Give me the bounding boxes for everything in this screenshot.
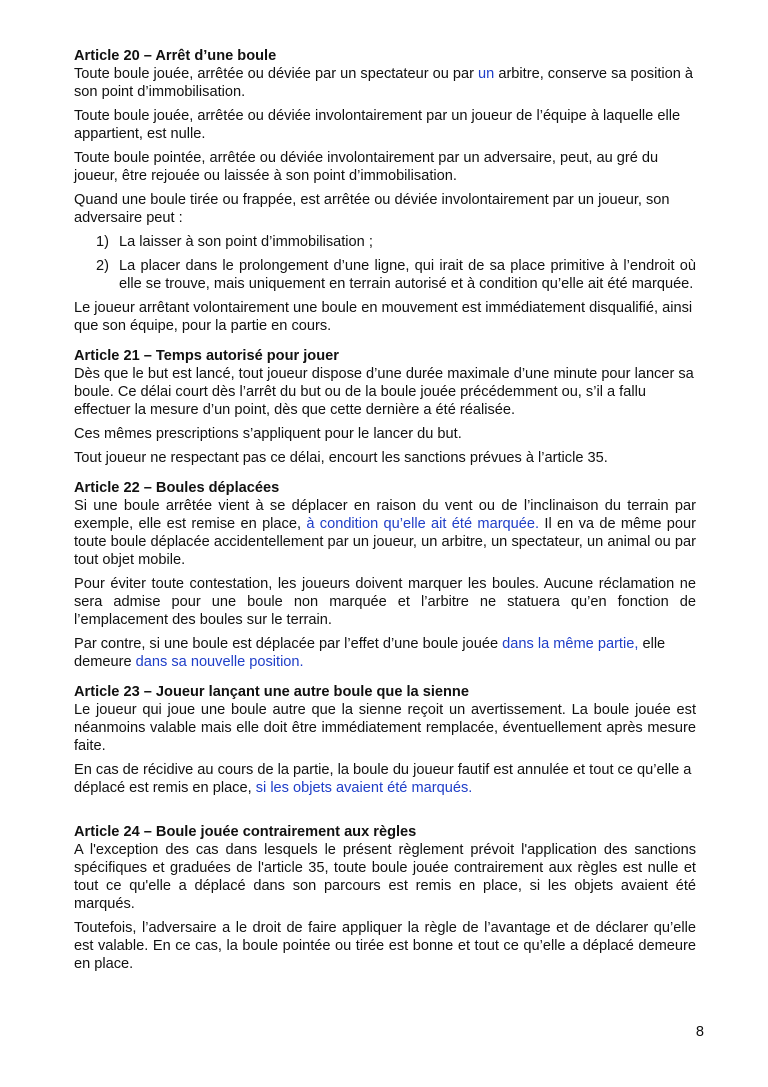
article-title: Article 23 – Joueur lançant une autre boule que la sienne (74, 684, 469, 700)
text: arbitre, conserve sa position à son point d’immobilisation. (74, 66, 694, 100)
article-23 (74, 683, 696, 797)
text: elle demeure (74, 636, 666, 670)
numbered-list (74, 233, 696, 293)
list-number: 2) (96, 258, 109, 274)
article-21 (74, 347, 696, 467)
spacer (74, 809, 696, 823)
paragraph: Le joueur arrêtant volontairement une boule en mouvement est immédiatement disqualifié, ainsi que son équipe, pour la partie en cours. (74, 300, 693, 334)
text: En cas de récidive au cours de la partie, la boule du joueur fautif est annulée et tout ce qu’elle a déplacé est remis en place, (74, 762, 692, 796)
paragraph: Quand une boule tirée ou frappée, est arrêtée ou déviée involontairement par un joueur, son adversaire peut : (74, 192, 670, 226)
text: Si une boule arrêtée vient à se déplacer en raison du vent ou de l’inclinaison du terrain par exemple, elle est remise en place, (74, 498, 696, 532)
list-number: 1) (96, 234, 109, 250)
paragraph (74, 497, 696, 569)
paragraph (74, 65, 696, 101)
text: Toute boule jouée, arrêtée ou déviée par un spectateur ou par (74, 66, 479, 82)
article-title: Article 21 – Temps autorisé pour jouer (74, 348, 339, 364)
paragraph: A l'exception des cas dans lesquels le présent règlement prévoit l'application des sanctions spécifiques et graduées de l'article 35, toute boule jouée contrairement aux règles est nulle et tout ce qu'elle a déplacé dans son parcours est remis en place, si les objets avaient été marqués. (74, 842, 696, 912)
text: Il en va de même pour toute boule déplacée accidentellement par un joueur, un arbitre, un spectateur, un animal ou par tout objet mobile. (74, 516, 696, 568)
highlighted-text: un (478, 66, 495, 82)
paragraph: Tout joueur ne respectant pas ce délai, encourt les sanctions prévues à l’article 35. (74, 450, 608, 466)
page-number: 8 (695, 1024, 704, 1040)
paragraph (74, 761, 696, 797)
article-24 (74, 823, 696, 973)
list-item (96, 257, 696, 293)
article-title: Article 24 – Boule jouée contrairement aux règles (74, 824, 417, 840)
list-item (96, 233, 696, 251)
list-item-text: La laisser à son point d’immobilisation ; (119, 234, 373, 250)
article-title: Article 22 – Boules déplacées (74, 480, 280, 496)
paragraph: Toute boule pointée, arrêtée ou déviée involontairement par un adversaire, peut, au gré du joueur, être rejouée ou laissée à son point d’immobilisation. (74, 150, 659, 184)
highlighted-text: dans la même partie, (502, 636, 639, 652)
paragraph: Dès que le but est lancé, tout joueur dispose d’une durée maximale d’une minute pour lancer sa boule. Ce délai court dès l’arrêt du but ou de la boule jouée précédemment ou, s’il a fallu effectuer la mesure d’un point, dès que cette dernière a été réalisée. (74, 366, 694, 418)
article-22 (74, 479, 696, 671)
paragraph: Le joueur qui joue une boule autre que la sienne reçoit un avertissement. La boule jouée est néanmoins valable mais elle doit être immédiatement remplacée, éventuellement après mesure faite. (74, 702, 696, 754)
text: Par contre, si une boule est déplacée par l’effet d’une boule jouée (74, 636, 503, 652)
highlighted-text: si les objets avaient été marqués. (255, 780, 473, 796)
paragraph: Ces mêmes prescriptions s’appliquent pour le lancer du but. (74, 426, 462, 442)
paragraph (74, 635, 696, 671)
paragraph: Toute boule jouée, arrêtée ou déviée involontairement par un joueur de l’équipe à laquelle elle appartient, est nulle. (74, 108, 681, 142)
highlighted-text: dans sa nouvelle position. (135, 654, 304, 670)
paragraph: Pour éviter toute contestation, les joueurs doivent marquer les boules. Aucune réclamation ne sera admise pour une boule non marquée et l’arbitre ne statuera qu’en fonction de l’emplacement des boules sur le terrain. (74, 576, 696, 628)
document-page (74, 47, 696, 985)
highlighted-text: à condition qu’elle ait été marquée. (306, 516, 540, 532)
article-20 (74, 47, 696, 335)
article-title: Article 20 – Arrêt d’une boule (74, 48, 277, 64)
list-item-text: La placer dans le prolongement d’une ligne, qui irait de sa place primitive à l’endroit où elle se trouve, mais uniquement en terrain autorisé et à condition qu’elle ait été marquée. (119, 258, 696, 292)
paragraph: Toutefois, l’adversaire a le droit de faire appliquer la règle de l’avantage et de déclarer qu’elle est valable. En ce cas, la boule pointée ou tirée est bonne et tout ce qu’elle a déplacé demeure en place. (74, 920, 696, 972)
